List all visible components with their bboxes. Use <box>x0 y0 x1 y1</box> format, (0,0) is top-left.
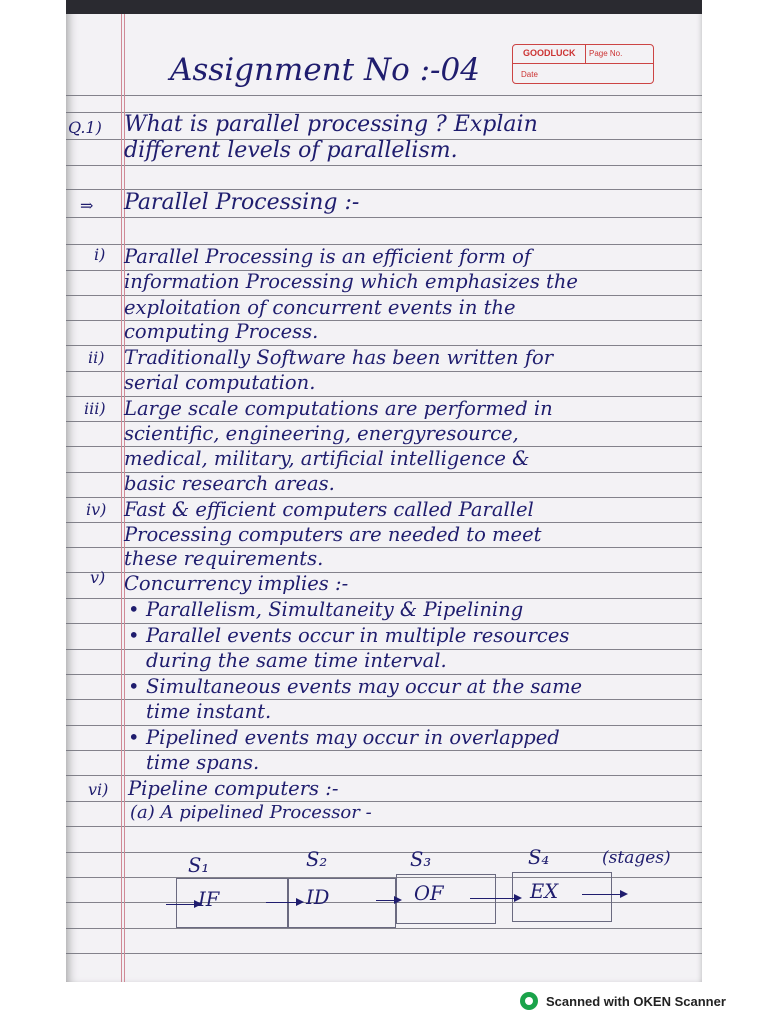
bullet-dot: • <box>128 675 140 698</box>
stamp-brand: GOODLUCK <box>523 48 576 58</box>
bullet-line: during the same time interval. <box>146 649 447 672</box>
bullet-line: Simultaneous events may occur at the same <box>146 675 583 698</box>
point-line: serial computation. <box>124 371 316 394</box>
stages-note: (stages) <box>602 848 671 868</box>
notebook-page <box>66 0 702 982</box>
notebook-stamp <box>512 44 654 84</box>
bullet-line: Parallel events occur in multiple resources <box>146 624 570 647</box>
ruled-line <box>66 826 702 827</box>
point-marker: vi) <box>88 780 109 799</box>
stage-name: EX <box>530 880 559 903</box>
stage-name: ID <box>306 886 330 909</box>
flow-arrow <box>376 900 400 901</box>
ruled-line <box>66 775 702 776</box>
point-line: exploitation of concurrent events in the <box>124 296 516 319</box>
page-top-edge <box>66 0 702 14</box>
stage-box <box>176 878 288 928</box>
margin-line <box>121 0 122 982</box>
ruled-line <box>66 953 702 954</box>
flow-arrow <box>470 898 520 899</box>
stage-box <box>512 872 612 922</box>
point-line: Large scale computations are performed in <box>124 397 553 420</box>
bullet-line: time spans. <box>146 751 260 774</box>
scanner-watermark <box>520 990 726 1012</box>
bullet-dot: • <box>128 598 140 621</box>
ruled-line <box>66 928 702 929</box>
page-background-left <box>0 0 66 982</box>
question-line-1: What is parallel processing ? Explain <box>124 112 538 137</box>
bullet-line: Parallelism, Simultaneity & Pipelining <box>146 598 524 621</box>
point-line: medical, military, artificial intelligence & <box>124 447 530 470</box>
stage-label: S₂ <box>306 848 328 871</box>
bullet-line: time instant. <box>146 700 272 723</box>
point-line: Traditionally Software has been written for <box>124 346 554 369</box>
point-line: computing Process. <box>124 320 319 343</box>
stamp-divider <box>513 63 653 64</box>
flow-arrow <box>582 894 626 895</box>
stamp-page-label: Page No. <box>589 49 623 58</box>
point-line: Parallel Processing is an efficient form of <box>124 245 532 268</box>
heading-marker: ⇒ <box>80 196 94 215</box>
stage-label: S₄ <box>528 846 550 869</box>
stage-label: S₁ <box>188 854 210 877</box>
point-line: Fast & efficient computers called Parallel <box>124 498 534 521</box>
point-line: these requirements. <box>124 547 324 570</box>
point-line: Processing computers are needed to meet <box>124 523 542 546</box>
point-marker: ii) <box>88 348 105 367</box>
stamp-date-label: Date <box>521 70 538 79</box>
stage-label: S₃ <box>410 848 432 871</box>
question-marker: Q.1) <box>68 118 102 137</box>
bullet-dot: • <box>128 624 140 647</box>
point-line: scientific, engineering, energyresource, <box>124 422 519 445</box>
stage-name: OF <box>414 882 444 905</box>
point-line: basic research areas. <box>124 472 335 495</box>
scanner-text: Scanned with OKEN Scanner <box>546 993 726 1009</box>
section-heading: Parallel Processing :- <box>124 190 360 215</box>
point-marker: v) <box>90 568 106 587</box>
bullet-dot: • <box>128 726 140 749</box>
bullet-line: Pipelined events may occur in overlapped <box>146 726 560 749</box>
question-line-2: different levels of parallelism. <box>124 138 458 163</box>
point-line: information Processing which emphasizes the <box>124 270 578 293</box>
point-marker: iv) <box>86 500 107 519</box>
ruled-line <box>66 217 702 218</box>
scanner-logo-icon <box>520 992 538 1010</box>
stamp-divider <box>585 45 586 63</box>
point-marker: i) <box>94 245 106 264</box>
stage-box <box>396 874 496 924</box>
flow-arrow <box>266 902 302 903</box>
flow-arrow <box>166 904 200 905</box>
point-line: Concurrency implies :- <box>124 572 349 595</box>
stage-name: IF <box>198 888 220 911</box>
ruled-line <box>66 95 702 96</box>
stage-box <box>288 878 396 928</box>
point-marker: iii) <box>84 399 106 418</box>
pipeline-subtitle: (a) A pipelined Processor - <box>130 802 372 823</box>
pipeline-title: Pipeline computers :- <box>128 777 339 800</box>
ruled-line <box>66 165 702 166</box>
page-title: Assignment No :-04 <box>170 52 480 88</box>
